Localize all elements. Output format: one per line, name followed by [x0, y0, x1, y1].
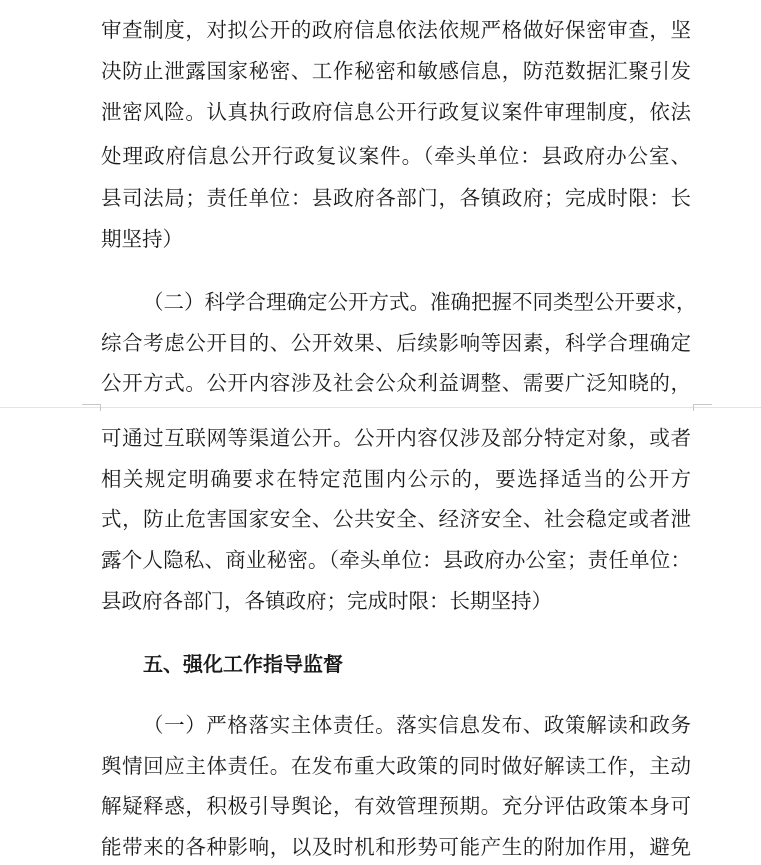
page-corner-mark-left	[82, 404, 101, 411]
text-line: 式，防止危害国家安全、公共安全、经济安全、社会稳定或者泄	[101, 507, 691, 531]
text-line: 解疑释惑，积极引导舆论，有效管理预期。充分评估政策本身可	[101, 794, 691, 818]
paragraph-first-line: （二）科学合理确定公开方式。准确把握不同类型公开要求，	[143, 290, 697, 314]
section-heading: 五、强化工作指导监督	[143, 652, 343, 676]
text-line: 公开方式。公开内容涉及社会公众利益调整、需要广泛知晓的，	[101, 371, 691, 395]
text-line: 相关规定明确要求在特定范围内公示的，要选择适当的公开方	[101, 467, 691, 491]
text-line: 县政府各部门，各镇政府；完成时限：长期坚持）	[101, 589, 552, 613]
text-line: 舆情回应主体责任。在发布重大政策的同时做好解读工作，主动	[101, 754, 691, 778]
text-line: 决防止泄露国家秘密、工作秘密和敏感信息，防范数据汇聚引发	[101, 59, 691, 83]
text-line: 县司法局；责任单位：县政府各部门，各镇政府；完成时限：长	[101, 186, 691, 210]
text-line: 处理政府信息公开行政复议案件。（牵头单位：县政府办公室、	[101, 144, 691, 168]
text-line: 综合考虑公开目的、公开效果、后续影响等因素，科学合理确定	[101, 331, 691, 355]
page-break-line	[0, 407, 761, 408]
paragraph-first-line: （一）严格落实主体责任。落实信息发布、政策解读和政务	[143, 713, 691, 737]
page-corner-mark-right	[693, 404, 712, 411]
text-line: 能带来的各种影响，以及时机和形势可能产生的附加作用，避免	[101, 835, 691, 859]
text-line: 露个人隐私、商业秘密。（牵头单位：县政府办公室；责任单位：	[101, 548, 691, 572]
text-line: 期坚持）	[101, 227, 183, 251]
text-line: 审查制度，对拟公开的政府信息依法依规严格做好保密审查，坚	[101, 18, 691, 42]
text-line: 泄密风险。认真执行政府信息公开行政复议案件审理制度，依法	[101, 100, 691, 124]
text-line: 可通过互联网等渠道公开。公开内容仅涉及部分特定对象，或者	[101, 426, 691, 450]
